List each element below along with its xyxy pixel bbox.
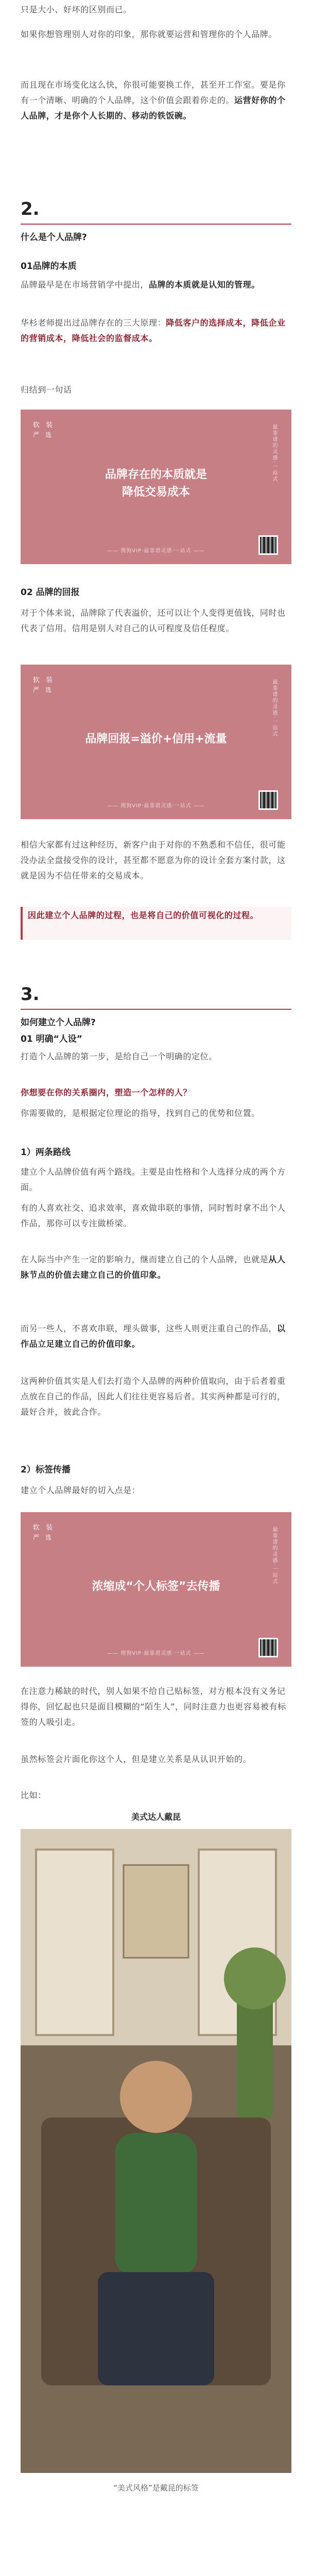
card-logo — [33, 676, 61, 694]
item-1-p3-text: 在人际当中产生一定的影响力，继而建立自己的个人品牌，也就是 — [21, 1255, 269, 1264]
photo-caption: “美式风格”是戴昆的标签 — [113, 2483, 199, 2493]
section-2-divider — [21, 224, 291, 225]
card-logo-top: 软 装 — [33, 421, 55, 429]
quote-card-3 — [21, 1512, 291, 1667]
card-footer: —— 搜狗VIP·最靠谱灵感·一站式 —— — [107, 548, 205, 554]
qr-code-icon — [258, 535, 278, 555]
section-3-subtitle-1: 01 明确“人设” — [21, 1034, 82, 1044]
section-2-paragraph-2 — [21, 315, 291, 346]
card-footer: —— 搜狗VIP·最靠谱灵感·一站式 —— — [107, 803, 205, 809]
card-footer: —— 搜狗VIP·最靠谱灵感·一站式 —— — [107, 1651, 205, 1656]
section-3-paragraph-1: 打造个人品牌的第一步，是给自己一个明确的定位。 — [21, 1052, 217, 1061]
item-1-paragraph-3 — [21, 1252, 291, 1283]
brand-essence-highlight: 品牌的本质就是认知的管理。 — [149, 280, 260, 290]
item-1-title: 1）两条路线 — [21, 1147, 71, 1158]
section-2-subtitle-1: 01品牌的本质 — [21, 261, 77, 272]
item-1-p4-highlight: 以作品立足建立自己的价值印象。 — [21, 1324, 286, 1349]
huashan-highlight: 降低客户的选择成本，降低企业的营销成本，降低社会的监督成本。 — [21, 318, 286, 343]
designer-photo-illustration — [21, 1829, 291, 2473]
brand-essence-text: 品牌最早是在市场营销学中提出， — [21, 280, 149, 290]
quote-card-1 — [21, 410, 291, 564]
item-2-paragraph-1: 建立个人品牌最好的切入点是： — [21, 1485, 141, 1495]
intro-paragraph-2: 如果你想管理别人对你的印象，那你就要运营和管理你的个人品牌。 — [21, 29, 278, 39]
item-1-p3-highlight: 从人脉节点的价值去建立自己的价值印象。 — [21, 1255, 286, 1280]
card-logo-top: 软 装 — [33, 1524, 55, 1532]
section-3-divider — [21, 1009, 291, 1010]
item-2-paragraph-4: 比如： — [21, 1790, 46, 1800]
intro-p3-highlight: 运营好你的个人品牌，才是你个人长期的、移动的铁饭碗。 — [21, 95, 286, 121]
section-2-subtitle-2: 02 品牌的回报 — [21, 587, 80, 598]
item-1-paragraph-2: 有的人喜欢社交、追求效率，喜欢做串联的事情，同时暂时拿不出个人作品，那你可以专注做桥梁。 — [21, 1203, 286, 1228]
section-2-summary: 归结到一句话 — [21, 385, 72, 395]
section-2-number: 2. — [21, 199, 40, 219]
item-2-paragraph-3: 虽然标签会片面化你这个人，但是建立关系是从认识开始的。 — [21, 1754, 252, 1764]
card-headline: 品牌回报=溢价+信用+流量 — [85, 733, 227, 745]
item-1-paragraph-4 — [21, 1321, 291, 1352]
item-1-paragraph-5: 这两种价值其实是人们去打造个人品牌的两种价值取向，由于后者着重点放在自己的作品，因此人们往往更容易后者。其实两种都是可行的，最好合并，彼此合作。 — [21, 1376, 286, 1417]
card-side-text: 最靠谱的灵感·一站式 — [271, 1527, 277, 1585]
section-3-title: 如何建立个人品牌? — [21, 1018, 96, 1028]
section-2-paragraph-3: 对于个体来说，品牌除了代表溢价，还可以让个人变得更值钱，同时也代表了信用。信用是别人对自己的认可程度及信任程度。 — [21, 608, 286, 633]
qr-code-icon — [258, 1638, 278, 1657]
item-1-p4-text: 而另一些人，不喜欢串联，埋头做事，这些人则更注重自己的作品， — [21, 1324, 278, 1333]
section-3-number: 3. — [21, 984, 40, 1005]
qr-code-icon — [258, 790, 278, 810]
section-2-paragraph-4: 相信大家都有过这种经历，新客户由于对你的不熟悉和不信任，很可能没办法全盘接受你的设计，甚至都不愿意为你的设计全套方案付款，这就是因为不信任带来的交易成本。 — [21, 840, 286, 880]
item-1-paragraph-1: 建立个人品牌价值有两个路线。主要是由性格和个人选择分成的两个方面。 — [21, 1167, 286, 1192]
section-3-question: 你想要在你的关系圈内，塑造一个怎样的人？ — [21, 1088, 192, 1097]
section-2-title: 什么是个人品牌? — [21, 232, 87, 243]
intro-paragraph-1: 只是大小、好坏的区别而已。 — [21, 5, 132, 14]
item-2-paragraph-2: 在注意力稀缺的时代，别人如果不给自己贴标签，对方根本没有义务记得你，回忆起也只是面目模糊的“陌生人”，同时注意力也更容易被有标签的人吸引走。 — [21, 1686, 286, 1727]
section-2-highlight: 因此建立个人品牌的过程，也是将自己的价值可视化的过程。 — [28, 910, 259, 920]
card-side-text: 最靠谱的灵感·一站式 — [271, 424, 277, 483]
card-logo-top: 软 装 — [33, 676, 55, 684]
card-logo — [33, 1523, 61, 1542]
intro-paragraph-3 — [21, 77, 291, 124]
photo-title: 美式达人戴昆 — [131, 1812, 181, 1822]
designer-photo — [21, 1829, 291, 2473]
quote-card-2 — [21, 665, 291, 819]
section-2-highlight-box — [21, 907, 291, 940]
card-logo-bottom: 严 选 — [33, 431, 54, 438]
card-side-text: 最靠谱的灵感·一站式 — [271, 679, 277, 738]
section-3-paragraph-2: 你需要做的，是根据定位理论的指导，找到自己的优势和位置。 — [21, 1108, 260, 1118]
card-logo — [33, 421, 61, 439]
card-logo-bottom: 严 选 — [33, 686, 54, 693]
section-2-paragraph-1 — [21, 277, 291, 293]
card-logo-bottom: 严 选 — [33, 1534, 54, 1541]
card-headline: 浓缩成“个人标签”去传播 — [92, 1580, 220, 1593]
huashan-text: 华杉老师提出过品牌存在的三大原理： — [21, 318, 166, 328]
card-headline: 品牌存在的本质就是 降低交易成本 — [105, 468, 207, 499]
intro-p3-text: 而且现在市场变化这么快，你很可能要换工作，甚至开工作室。要是你有一个清晰、明确的个人品牌，这个价值会跟着你走的。 — [21, 80, 286, 105]
item-2-title: 2）标签传播 — [21, 1465, 71, 1475]
